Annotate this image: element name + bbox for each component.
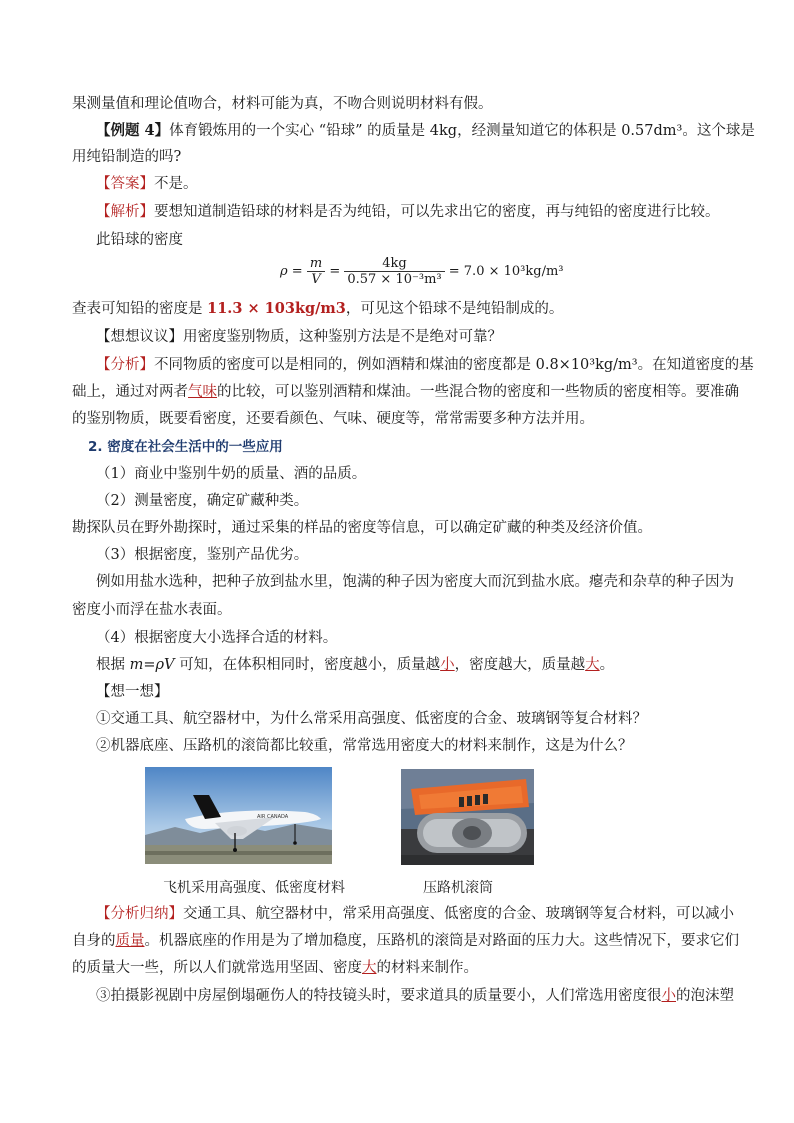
discuss-line: 【想想议议】用密度鉴别物质，这种鉴别方法是不是绝对可靠？: [96, 329, 502, 345]
airplane-illustration: [145, 767, 332, 864]
mass-density-rule: 根据 m=ρV 可知，在体积相同时，密度越小，质量越小，密度越大，质量越大。: [96, 657, 615, 673]
think-question-3: ③拍摄影视剧中房屋倒塌砸伤人的特技镜头时，要求道具的质量要小，人们常选用密度很小的泡沫塑: [96, 988, 734, 1004]
fraction-values: $\frac{4kg}{\text{0.57 × 10⁻³m³}}$: [344, 256, 444, 287]
analysis2-line-1: 【分析】不同物质的密度可以是相同的，例如酒精和煤油的密度都是 0.8×10³kg/m³。在知道密度的基: [96, 357, 754, 373]
summary-tag: 【分析归纳】: [96, 906, 183, 922]
paragraph-continuation: 果测量值和理论值吻合，材料可能为真，不吻合则说明材料有假。: [72, 96, 493, 112]
summary-line-3: 的质量大一些，所以人们就常选用坚固、密度大的材料来制作。: [72, 960, 478, 976]
answer-tag: 【答案】: [96, 176, 154, 192]
item-1: （1）商业中鉴别牛奶的质量、酒的品质。: [96, 466, 367, 482]
road-roller-caption: 压路机滚筒: [423, 880, 493, 896]
analysis2-tag: 【分析】: [96, 357, 154, 373]
think-question-1: ①交通工具、航空器材中，为什么常采用高强度、低密度的合金、玻璃钢等复合材料？: [96, 711, 647, 727]
section-heading: 2. 密度在社会生活中的一些应用: [88, 439, 283, 455]
item-3: （3）根据密度，鉴别产品优劣。: [96, 547, 309, 563]
airplane-image: [145, 767, 332, 864]
fraction-m-over-v: $\frac{m}{V}$: [307, 256, 325, 287]
item-3-desc-2: 密度小而浮在盐水表面。: [72, 602, 232, 618]
road-roller-image: [401, 769, 534, 865]
answer-line: 【答案】不是。: [96, 176, 198, 192]
road-roller-illustration: [401, 769, 534, 865]
lead-density-value: 11.3 × 103kg/m3: [207, 300, 346, 317]
think-question-2: ②机器底座、压路机的滚筒都比较重，常常选用密度大的材料来制作，这是为什么？: [96, 738, 633, 754]
analysis2-line-2: 础上，通过对两者气味的比较，可以鉴别酒精和煤油。一些混合物的密度和一些物质的密度相等。要准确: [72, 384, 739, 400]
analysis-tag: 【解析】: [96, 204, 154, 220]
example-4-line-1: 【例题 4】体育锻炼用的一个实心 “铅球” 的质量是 4kg，经测量知道它的体积是 0.57dm³。这个球是: [96, 122, 755, 139]
analysis-line: 【解析】要想知道制造铅球的材料是否为纯铅，可以先求出它的密度，再与纯铅的密度进行比较。: [96, 204, 720, 220]
item-4: （4）根据密度大小选择合适的材料。: [96, 630, 338, 646]
plane-livery-text: AIR CANADA: [257, 814, 289, 820]
airplane-caption: 飞机采用高强度、低密度材料: [163, 880, 345, 896]
item-3-desc-1: 例如用盐水选种，把种子放到盐水里，饱满的种子因为密度大而沉到盐水底。瘪壳和杂草的种子因为: [96, 574, 734, 590]
analysis2-line-3: 的鉴别物质，既要看密度，还要看颜色、气味、硬度等，常常需要多种方法并用。: [72, 411, 594, 427]
item-2-desc: 勘探队员在野外勘探时，通过采集的样品的密度等信息，可以确定矿藏的种类及经济价值。: [72, 520, 652, 536]
density-intro: 此铅球的密度: [96, 232, 183, 248]
item-2: （2）测量密度，确定矿藏种类。: [96, 493, 309, 509]
example-tag: 【例题 4】: [96, 122, 170, 139]
discuss-tag: 【想想议议】: [96, 329, 183, 345]
think-tag: 【想一想】: [96, 684, 169, 700]
summary-line-1: 【分析归纳】交通工具、航空器材中，常采用高强度、低密度的合金、玻璃钢等复合材料，可以减小: [96, 906, 734, 922]
example-4-line-2: 用纯铅制造的吗?: [72, 149, 182, 165]
summary-line-2: 自身的质量。机器底座的作用是为了增加稳度，压路机的滚筒是对路面的压力大。这些情况下，要求它们: [72, 933, 739, 949]
lookup-line: 查表可知铅的密度是 11.3 × 103kg/m3，可见这个铅球不是纯铅制成的。: [72, 300, 564, 317]
density-formula: ρ = $\frac{m}{V}$ = $\frac{4kg}{\text{0.57 × 10⁻³m³}}$ = 7.0 × 10³kg/m³: [280, 256, 564, 287]
